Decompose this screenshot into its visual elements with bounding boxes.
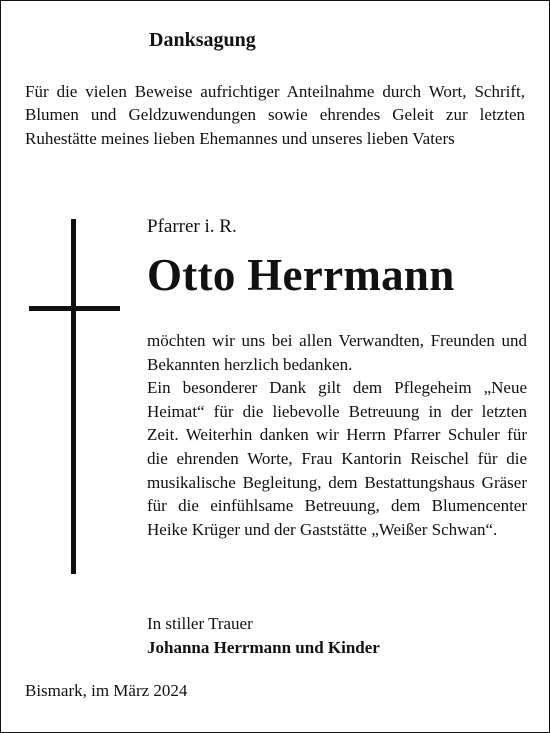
thanks-paragraph-2: Ein besonderer Dank gilt dem Pflegeheim „Neue Heimat“ für die liebevolle Betreuung in der letzten Zeit. Weiterhin danken wir Herrn Pfarrer Schuler für die ehrenden Worte, Frau Kantorin Reischel für die musikalische Begleitung, dem Bestattungshaus Gräser für die einfühlsame Betreuung, dem Blumencenter Heike Krüger und der Gaststätte „Weißer Schwan“. [147,378,527,539]
heading: Danksagung [149,29,256,51]
closing-block [147,612,380,660]
signers: Johanna Herrmann und Kinder [147,638,380,657]
cross-vertical-bar [71,219,76,574]
deceased-name: Otto Herrmann [147,250,455,300]
closing-line: In stiller Trauer [147,614,253,633]
thanks-body [147,329,527,541]
deceased-title: Pfarrer i. R. [147,216,237,237]
intro-text: Für die vielen Beweise aufrichtiger Anteilnahme durch Wort, Schrift, Blumen und Geldzuwendungen sowie ehrendes Geleit zur letzten Ruhestätte meines lieben Ehemannes und unseres lieben Vaters [25,82,525,148]
thanks-paragraph-1: möchten wir uns bei allen Verwandten, Freunden und Bekannten herzlich bedanken. [147,331,527,374]
place-date: Bismark, im März 2024 [25,681,188,700]
cross-horizontal-bar [29,306,120,311]
